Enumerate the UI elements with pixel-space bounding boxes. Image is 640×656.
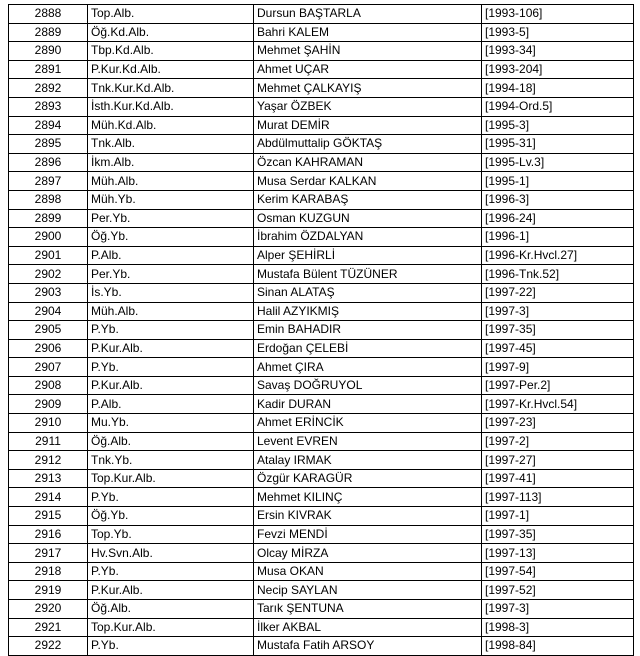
cell-reference: [1997-23]	[482, 414, 634, 433]
cell-number: 2917	[9, 544, 88, 563]
table-row	[9, 209, 634, 228]
cell-name: Halil AZYIKMIŞ	[254, 302, 482, 321]
cell-reference: [1998-84]	[482, 637, 634, 656]
cell-number: 2891	[9, 60, 88, 79]
cell-reference: [1993-34]	[482, 42, 634, 61]
cell-name: Mustafa Fatih ARSOY	[254, 637, 482, 656]
cell-reference: [1998-3]	[482, 618, 634, 637]
cell-reference: [1997-3]	[482, 302, 634, 321]
cell-reference: [1996-3]	[482, 190, 634, 209]
cell-name: İlker AKBAL	[254, 618, 482, 637]
cell-rank: Müh.Alb.	[88, 302, 254, 321]
cell-rank: Per.Yb.	[88, 209, 254, 228]
table-row	[9, 395, 634, 414]
cell-name: Mehmet ŞAHİN	[254, 42, 482, 61]
cell-name: Atalay IRMAK	[254, 451, 482, 470]
cell-name: Musa Serdar KALKAN	[254, 172, 482, 191]
cell-name: Ahmet ÇIRA	[254, 358, 482, 377]
cell-rank: P.Yb.	[88, 321, 254, 340]
cell-name: Osman KUZGUN	[254, 209, 482, 228]
cell-name: İbrahim ÖZDALYAN	[254, 228, 482, 247]
cell-rank: Öğ.Yb.	[88, 228, 254, 247]
cell-rank: P.Yb.	[88, 562, 254, 581]
cell-rank: P.Kur.Kd.Alb.	[88, 60, 254, 79]
cell-reference: [1995-3]	[482, 116, 634, 135]
table-row	[9, 79, 634, 98]
cell-reference: [1996-1]	[482, 228, 634, 247]
cell-rank: P.Yb.	[88, 358, 254, 377]
cell-reference: [1993-204]	[482, 60, 634, 79]
cell-name: Dursun BAŞTARLA	[254, 5, 482, 24]
cell-number: 2904	[9, 302, 88, 321]
cell-number: 2896	[9, 153, 88, 172]
cell-rank: Top.Yb.	[88, 525, 254, 544]
cell-reference: [1993-5]	[482, 23, 634, 42]
cell-number: 2907	[9, 358, 88, 377]
cell-rank: İkm.Alb.	[88, 153, 254, 172]
cell-name: Bahri KALEM	[254, 23, 482, 42]
cell-rank: Tnk.Yb.	[88, 451, 254, 470]
cell-rank: Öğ.Kd.Alb.	[88, 23, 254, 42]
cell-name: Alper ŞEHİRLİ	[254, 246, 482, 265]
cell-name: Özgür KARAGÜR	[254, 469, 482, 488]
cell-number: 2897	[9, 172, 88, 191]
cell-rank: P.Kur.Alb.	[88, 376, 254, 395]
cell-number: 2910	[9, 414, 88, 433]
cell-number: 2912	[9, 451, 88, 470]
cell-number: 2919	[9, 581, 88, 600]
cell-name: Mehmet ÇALKAYIŞ	[254, 79, 482, 98]
table-row	[9, 488, 634, 507]
table-row	[9, 23, 634, 42]
cell-number: 2889	[9, 23, 88, 42]
personnel-table	[8, 4, 634, 656]
cell-reference: [1995-1]	[482, 172, 634, 191]
cell-rank: Tbp.Kd.Alb.	[88, 42, 254, 61]
cell-name: Ahmet UÇAR	[254, 60, 482, 79]
table-row	[9, 637, 634, 656]
cell-rank: P.Kur.Alb.	[88, 581, 254, 600]
cell-number: 2899	[9, 209, 88, 228]
table-row	[9, 172, 634, 191]
cell-number: 2893	[9, 97, 88, 116]
table-row	[9, 339, 634, 358]
cell-name: Tarık ŞENTUNA	[254, 600, 482, 619]
cell-reference: [1997-41]	[482, 469, 634, 488]
cell-number: 2915	[9, 507, 88, 526]
cell-reference: [1994-18]	[482, 79, 634, 98]
table-row	[9, 525, 634, 544]
table-row	[9, 414, 634, 433]
cell-rank: Top.Kur.Alb.	[88, 618, 254, 637]
cell-reference: [1994-Ord.5]	[482, 97, 634, 116]
cell-reference: [1996-24]	[482, 209, 634, 228]
cell-rank: İsth.Kur.Kd.Alb.	[88, 97, 254, 116]
cell-name: Yaşar ÖZBEK	[254, 97, 482, 116]
cell-rank: Top.Alb.	[88, 5, 254, 24]
cell-reference: [1997-27]	[482, 451, 634, 470]
cell-number: 2911	[9, 432, 88, 451]
cell-number: 2908	[9, 376, 88, 395]
cell-name: Abdülmuttalip GÖKTAŞ	[254, 135, 482, 154]
cell-reference: [1995-Lv.3]	[482, 153, 634, 172]
table-row	[9, 581, 634, 600]
table-row	[9, 376, 634, 395]
table-row	[9, 42, 634, 61]
cell-number: 2916	[9, 525, 88, 544]
table-row	[9, 358, 634, 377]
cell-number: 2894	[9, 116, 88, 135]
cell-name: Mehmet KILINÇ	[254, 488, 482, 507]
cell-reference: [1993-106]	[482, 5, 634, 24]
cell-number: 2895	[9, 135, 88, 154]
cell-number: 2900	[9, 228, 88, 247]
table-row	[9, 190, 634, 209]
cell-rank: İs.Yb.	[88, 283, 254, 302]
cell-reference: [1996-Tnk.52]	[482, 265, 634, 284]
cell-number: 2903	[9, 283, 88, 302]
table-row	[9, 544, 634, 563]
cell-number: 2890	[9, 42, 88, 61]
table-row	[9, 5, 634, 24]
cell-number: 2921	[9, 618, 88, 637]
cell-name: Ahmet ERİNCİK	[254, 414, 482, 433]
cell-rank: Öğ.Yb.	[88, 507, 254, 526]
cell-number: 2898	[9, 190, 88, 209]
table-row	[9, 600, 634, 619]
cell-reference: [1995-31]	[482, 135, 634, 154]
cell-name: Mustafa Bülent TÜZÜNER	[254, 265, 482, 284]
cell-reference: [1997-Per.2]	[482, 376, 634, 395]
cell-rank: Top.Kur.Alb.	[88, 469, 254, 488]
cell-number: 2888	[9, 5, 88, 24]
cell-number: 2922	[9, 637, 88, 656]
personnel-table-body	[9, 5, 634, 656]
cell-rank: Öğ.Alb.	[88, 600, 254, 619]
cell-reference: [1997-35]	[482, 525, 634, 544]
cell-reference: [1997-52]	[482, 581, 634, 600]
cell-name: Musa OKAN	[254, 562, 482, 581]
cell-rank: Hv.Svn.Alb.	[88, 544, 254, 563]
cell-number: 2914	[9, 488, 88, 507]
cell-reference: [1997-3]	[482, 600, 634, 619]
table-row	[9, 283, 634, 302]
cell-name: Levent EVREN	[254, 432, 482, 451]
cell-reference: [1997-13]	[482, 544, 634, 563]
cell-number: 2906	[9, 339, 88, 358]
table-row	[9, 116, 634, 135]
cell-number: 2918	[9, 562, 88, 581]
cell-reference: [1997-Kr.Hvcl.54]	[482, 395, 634, 414]
cell-reference: [1997-2]	[482, 432, 634, 451]
table-row	[9, 246, 634, 265]
cell-rank: P.Yb.	[88, 488, 254, 507]
table-row	[9, 451, 634, 470]
cell-rank: Tnk.Alb.	[88, 135, 254, 154]
cell-name: Necip SAYLAN	[254, 581, 482, 600]
cell-reference: [1996-Kr.Hvcl.27]	[482, 246, 634, 265]
cell-name: Murat DEMİR	[254, 116, 482, 135]
cell-reference: [1997-9]	[482, 358, 634, 377]
cell-rank: Müh.Yb.	[88, 190, 254, 209]
table-row	[9, 321, 634, 340]
cell-reference: [1997-22]	[482, 283, 634, 302]
table-row	[9, 228, 634, 247]
cell-reference: [1997-1]	[482, 507, 634, 526]
cell-rank: Per.Yb.	[88, 265, 254, 284]
table-row	[9, 60, 634, 79]
cell-rank: P.Kur.Alb.	[88, 339, 254, 358]
cell-name: Fevzi MENDİ	[254, 525, 482, 544]
table-row	[9, 135, 634, 154]
cell-number: 2913	[9, 469, 88, 488]
cell-reference: [1997-54]	[482, 562, 634, 581]
cell-rank: Müh.Alb.	[88, 172, 254, 191]
cell-rank: P.Yb.	[88, 637, 254, 656]
cell-number: 2901	[9, 246, 88, 265]
table-row	[9, 562, 634, 581]
cell-name: Özcan KAHRAMAN	[254, 153, 482, 172]
table-row	[9, 302, 634, 321]
cell-reference: [1997-113]	[482, 488, 634, 507]
table-row	[9, 265, 634, 284]
table-row	[9, 97, 634, 116]
cell-rank: Mu.Yb.	[88, 414, 254, 433]
cell-name: Savaş DOĞRUYOL	[254, 376, 482, 395]
cell-number: 2909	[9, 395, 88, 414]
cell-name: Emin BAHADIR	[254, 321, 482, 340]
cell-name: Kerim KARABAŞ	[254, 190, 482, 209]
cell-name: Erdoğan ÇELEBİ	[254, 339, 482, 358]
cell-name: Olcay MİRZA	[254, 544, 482, 563]
cell-rank: Tnk.Kur.Kd.Alb.	[88, 79, 254, 98]
cell-rank: Müh.Kd.Alb.	[88, 116, 254, 135]
cell-name: Kadir DURAN	[254, 395, 482, 414]
cell-name: Ersin KIVRAK	[254, 507, 482, 526]
cell-number: 2920	[9, 600, 88, 619]
table-row	[9, 153, 634, 172]
cell-number: 2892	[9, 79, 88, 98]
cell-name: Sinan ALATAŞ	[254, 283, 482, 302]
cell-number: 2905	[9, 321, 88, 340]
cell-rank: P.Alb.	[88, 395, 254, 414]
cell-reference: [1997-45]	[482, 339, 634, 358]
cell-rank: Öğ.Alb.	[88, 432, 254, 451]
table-row	[9, 507, 634, 526]
cell-rank: P.Alb.	[88, 246, 254, 265]
cell-reference: [1997-35]	[482, 321, 634, 340]
cell-number: 2902	[9, 265, 88, 284]
table-row	[9, 432, 634, 451]
table-row	[9, 618, 634, 637]
table-row	[9, 469, 634, 488]
